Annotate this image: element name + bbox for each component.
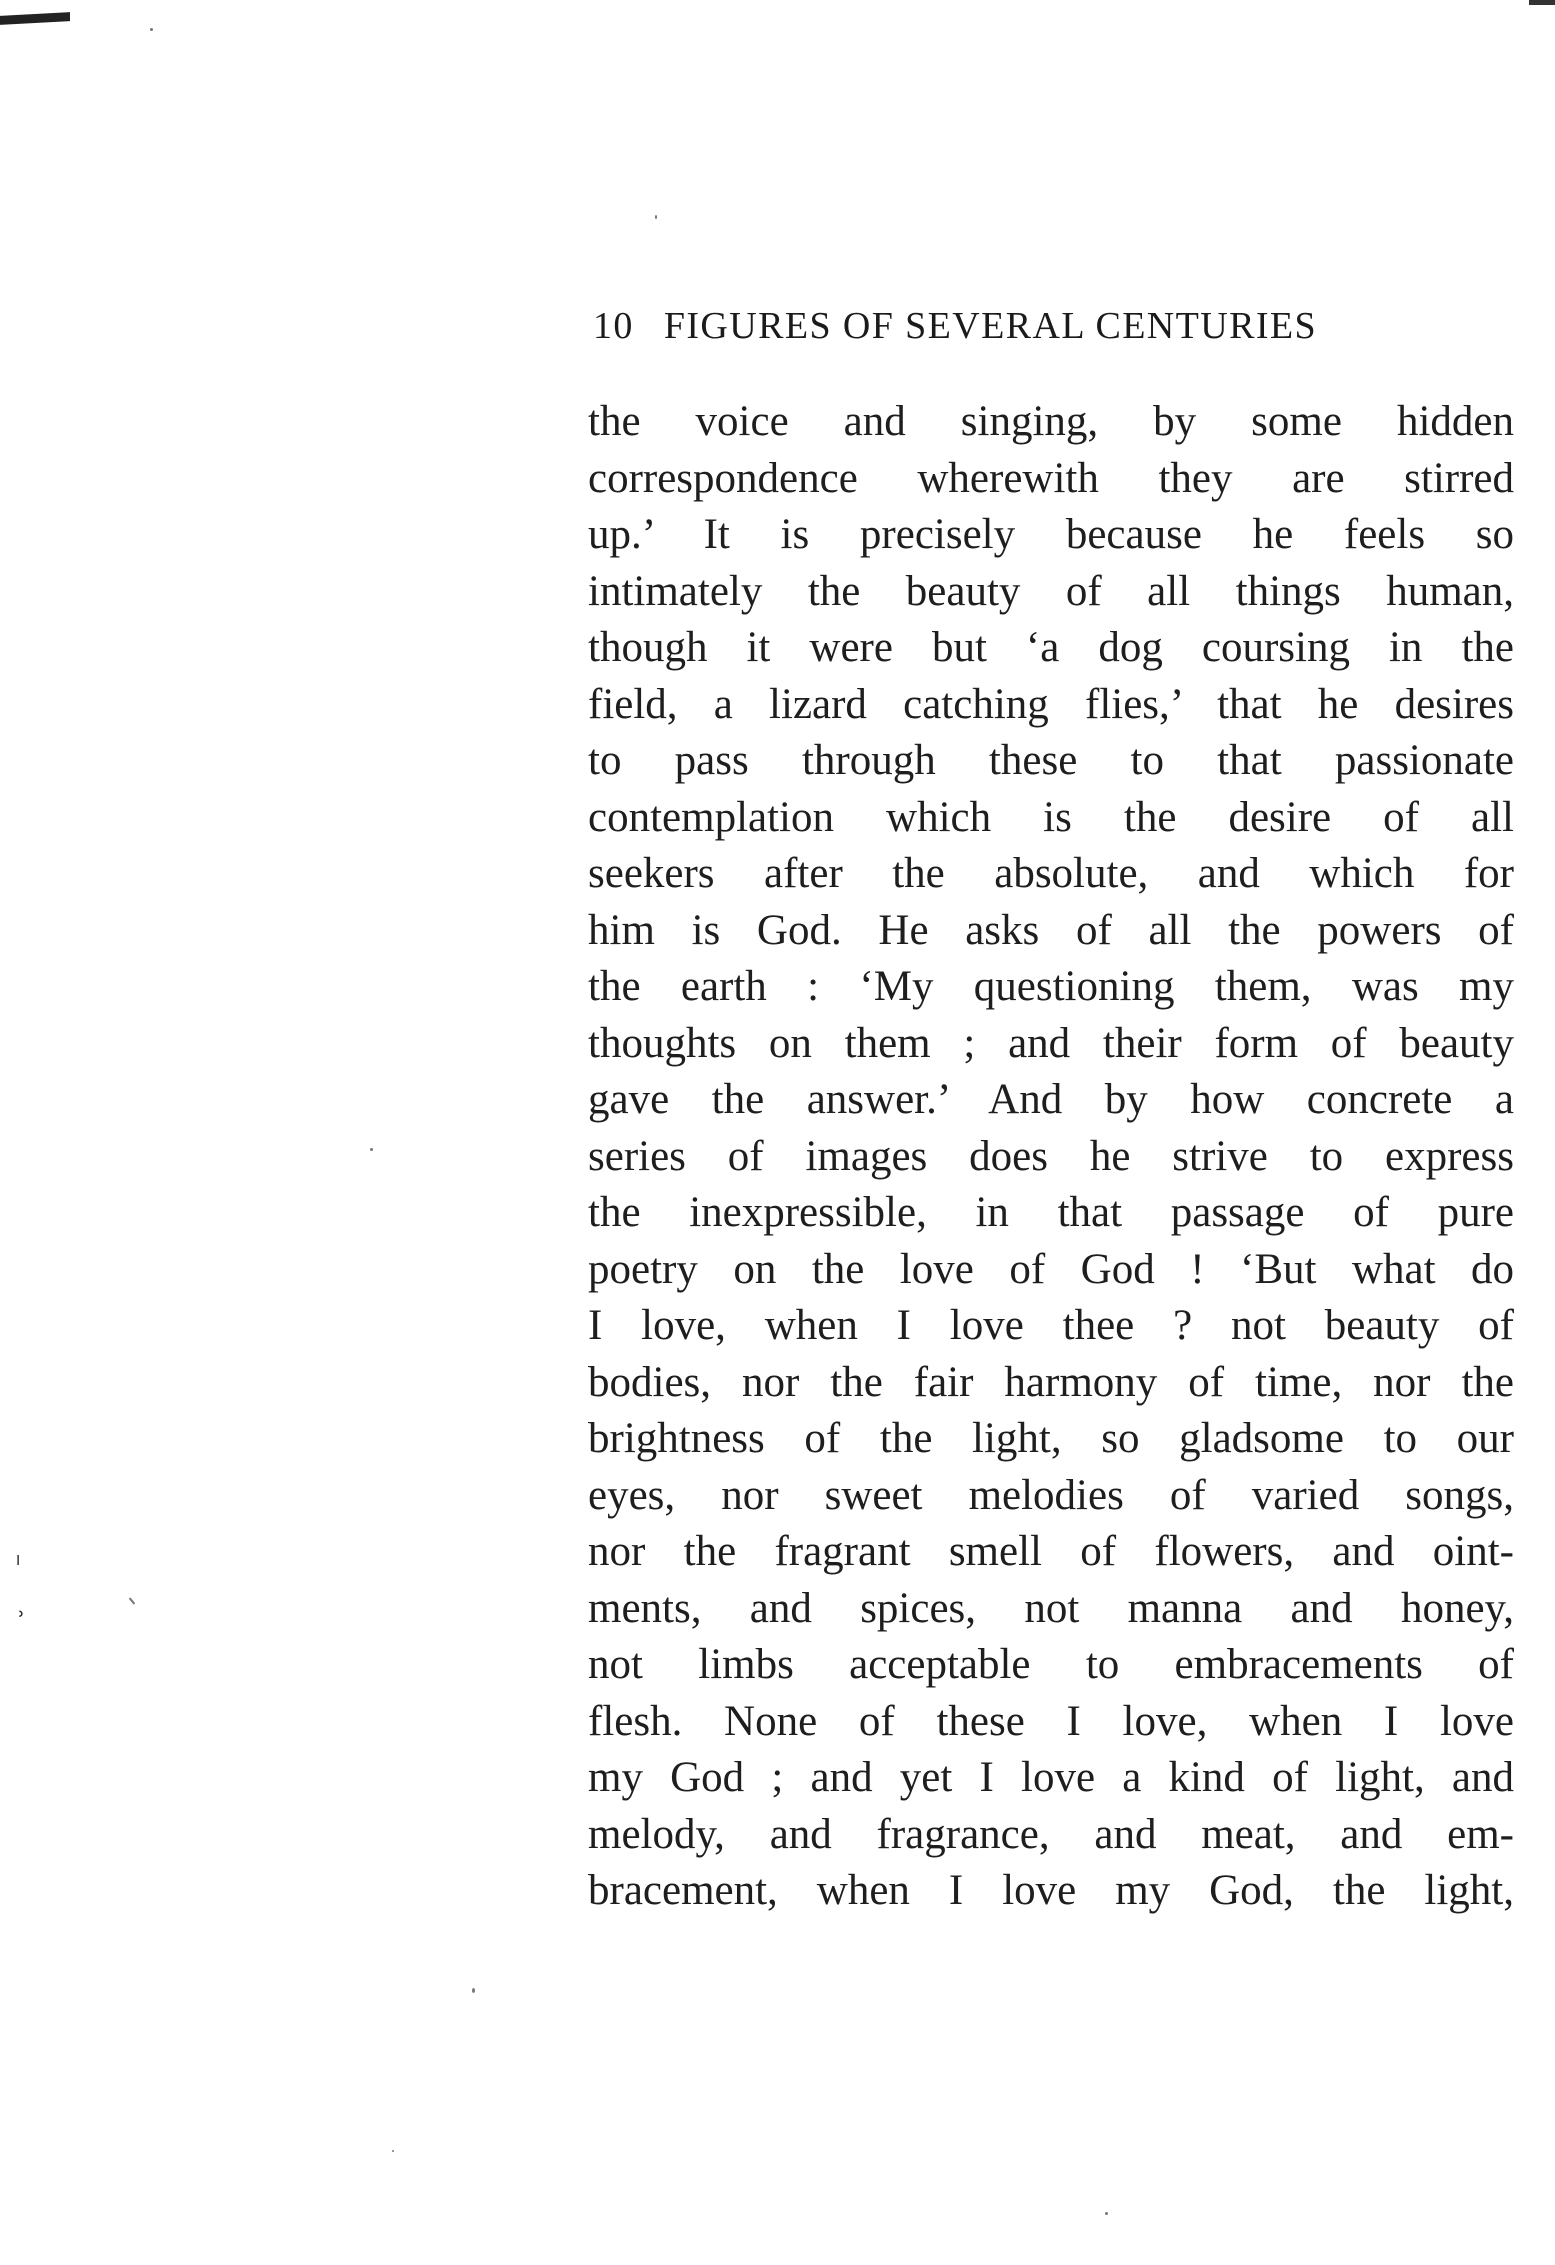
text-line: bracement, when I love my God, the light,	[588, 1867, 1514, 1914]
text-line: the earth : ‘My questioning them, was my	[588, 963, 1514, 1010]
scan-speck	[392, 2150, 394, 2152]
margin-mark: ˒	[18, 1601, 26, 1629]
scan-speck	[150, 28, 153, 31]
text-line: ments, and spices, not manna and honey,	[588, 1584, 1514, 1632]
page-number: 10	[593, 305, 634, 347]
text-line: contemplation which is the desire of all	[588, 793, 1514, 841]
scan-mark-top-left	[0, 12, 70, 25]
text-line: flesh. None of these I love, when I love	[588, 1697, 1514, 1745]
text-line: up.’ It is precisely because he feels so	[588, 511, 1514, 558]
scan-speck	[472, 1988, 475, 1993]
text-line: the voice and singing, by some hidden	[588, 398, 1514, 445]
text-line: eyes, nor sweet melodies of varied songs,	[588, 1471, 1514, 1519]
text-line: brightness of the light, so gladsome to our	[588, 1415, 1514, 1462]
margin-mark: ˡ	[16, 1551, 20, 1579]
text-line: not limbs acceptable to embracements of	[588, 1641, 1514, 1688]
text-line: poetry on the love of God ! ‘But what do	[588, 1245, 1514, 1293]
text-line: gave the answer.’ And by how concrete a	[588, 1076, 1514, 1123]
text-line: series of images does he strive to express	[588, 1132, 1514, 1180]
text-line: to pass through these to that passionate	[588, 737, 1514, 784]
text-line: nor the fragrant smell of flowers, and oint-	[588, 1528, 1514, 1575]
text-line: my God ; and yet I love a kind of light, and	[588, 1754, 1514, 1801]
body-text	[588, 394, 1514, 1920]
text-line: melody, and fragrance, and meat, and em-	[588, 1810, 1514, 1858]
scan-mark-top-right	[1529, 0, 1555, 5]
text-line: the inexpressible, in that passage of pure	[588, 1189, 1514, 1236]
scan-speck	[370, 1148, 373, 1151]
scan-speck	[129, 1597, 136, 1604]
running-title: FIGURES OF SEVERAL CENTURIES	[663, 305, 1318, 347]
text-line: I love, when I love thee ? not beauty of	[588, 1302, 1514, 1349]
running-head	[593, 302, 1473, 350]
scan-speck	[655, 215, 657, 219]
text-line: correspondence wherewith they are stirred	[588, 454, 1514, 502]
text-line: bodies, nor the fair harmony of time, nor the	[588, 1358, 1514, 1406]
text-line: though it were but ‘a dog coursing in the	[588, 624, 1514, 671]
text-line: intimately the beauty of all things human,	[588, 567, 1514, 615]
scan-speck	[1105, 2212, 1108, 2215]
text-line: thoughts on them ; and their form of beauty	[588, 1019, 1514, 1067]
text-line: seekers after the absolute, and which for	[588, 850, 1514, 897]
text-line: field, a lizard catching flies,’ that he desires	[588, 680, 1514, 728]
text-line: him is God. He asks of all the powers of	[588, 906, 1514, 954]
